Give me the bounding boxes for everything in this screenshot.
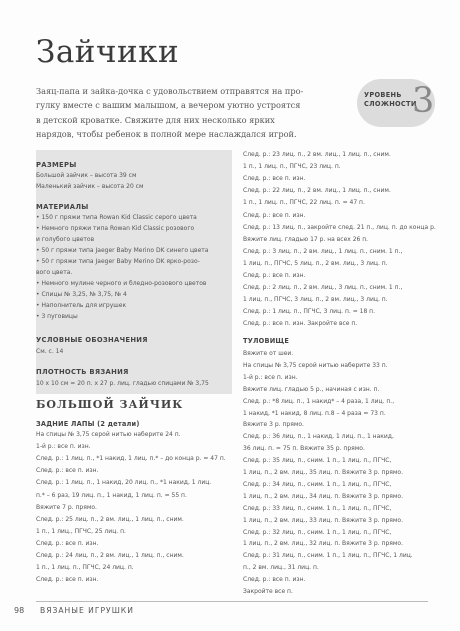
instruction-line: След. р.: все п. изн. xyxy=(36,576,99,584)
material-item: вого цвета. xyxy=(36,269,73,276)
info-sidebar xyxy=(36,150,232,394)
material-item: • 50 г пряжи типа Jaeger Baby Merino DK синего цвета xyxy=(36,247,209,254)
instruction-line: След. р.: все п. изн. xyxy=(36,467,99,475)
instruction-line: 1 накид, *1 накид, 8 лиц. п.8 – 4 раза = 73 п. xyxy=(243,409,386,417)
instruction-line: След. р.: 36 лиц. п., 1 накид, 1 лиц. п., 1 накид, xyxy=(243,433,394,441)
instruction-line: След. р.: 35 лиц. п., сним. 1 п., 1 лиц. п., ПГЧС, xyxy=(243,457,392,465)
conventions-heading: УСЛОВНЫЕ ОБОЗНАЧЕНИЯ xyxy=(36,336,148,344)
instruction-line: След. р.: 3 лиц. п., 2 вм. лиц., 1 лиц. п., сним. 1 п., xyxy=(243,247,403,255)
density-heading: ПЛОТНОСТЬ ВЯЗАНИЯ xyxy=(36,368,129,376)
instruction-line: Вяжите 7 р. прямо. xyxy=(36,503,97,511)
sizes-heading: РАЗМЕРЫ xyxy=(36,161,77,169)
footer-title: ВЯЗАНЫЕ ИГРУШКИ xyxy=(40,606,134,615)
instruction-line: След. р.: все п. изн. xyxy=(243,175,306,183)
instruction-line: Вяжите лиц. гладью 5 р., начиная с изн. п. xyxy=(243,385,380,393)
instruction-line: След. р.: *8 лиц. п., 1 накид* – 4 раза, 1 лиц. п., xyxy=(243,397,395,405)
material-item: • 50 г пряжи типа Jaeger Baby Merino DK ярко-розо- xyxy=(36,258,200,265)
size-item: Большой зайчик – высота 39 см xyxy=(36,172,137,179)
instruction-line: След. р.: 1 лиц. п., 1 накид, 20 лиц. п., *1 накид, 1 лиц. xyxy=(36,479,212,487)
instruction-line: 1-й р.: все п. изн. xyxy=(243,373,298,381)
intro-text xyxy=(36,84,354,141)
instruction-line: 1 лиц. п., 2 вм. лиц., 32 лиц. п. Вяжите 3 р. прямо. xyxy=(243,540,403,548)
instruction-line: След. р.: все п. изн. Закройте все п. xyxy=(243,320,358,328)
intro-line: нарядов, чтобы ребенок в полной мере наслаждался игрой. xyxy=(36,128,297,139)
material-item: • Немного пряжи типа Rowan Kid Classic розового xyxy=(36,225,195,232)
instruction-line: На спицы № 3,75 серой нитью наберите 33 п. xyxy=(243,361,388,369)
instruction-line: Закройте все п. xyxy=(243,588,293,595)
material-item: • Спицы № 3,25, № 3,75, № 4 xyxy=(36,291,127,298)
instruction-line: 1 п., 1 лиц. п., ПГЧС, 23 лиц. п. xyxy=(243,163,341,171)
intro-line: в детской кроватке. Свяжите для них несколько ярких xyxy=(36,114,275,125)
material-item: • Наполнитель для игрушек xyxy=(36,302,127,309)
instruction-line: След. р.: 1 лиц. п., *1 накид, 1 лиц. п.* – до конца р. = 47 п. xyxy=(36,455,226,463)
instruction-line: п.* – 6 раз, 19 лиц. п., 1 накид, 1 лиц. п. = 55 п. xyxy=(36,491,187,499)
instruction-line: След. р.: 31 лиц. п., сним. 1 п., 1 лиц. п., ПГЧС, 1 лиц. xyxy=(243,552,413,560)
instruction-line: След. р.: все п. изн. xyxy=(243,272,306,279)
page-title: Зайчики xyxy=(36,34,180,70)
instruction-line: 1 п., 1 лиц. п., ПГЧС, 24 лиц. п. xyxy=(36,564,134,572)
instruction-line: п., 2 вм. лиц., 31 лиц. п. xyxy=(243,564,319,572)
instruction-line: На спицы № 3,75 серой нитью наберите 24 п. xyxy=(36,431,181,438)
instruction-line: След. р.: 13 лиц. п., закройте след. 21 п., лиц. п. до конца р. xyxy=(243,223,436,231)
instruction-line: Вяжите 3 р. прямо. xyxy=(243,421,304,429)
instruction-line: След. р.: все п. изн. xyxy=(243,211,306,219)
instruction-line: След. р.: 2 лиц. п., 2 вм. лиц., 3 лиц. п., сним. 1 п., xyxy=(243,284,403,292)
difficulty-badge xyxy=(357,79,435,127)
footer-divider xyxy=(36,601,428,602)
difficulty-label-line: УРОВЕНЬ xyxy=(364,91,402,99)
intro-line: гулку вместе с вашим малышом, а вечером уютно устроятся xyxy=(36,100,301,111)
instruction-line: След. р.: все п. изн. xyxy=(243,576,306,584)
big-bunny-heading: БОЛЬШОЙ ЗАЙЧИК xyxy=(36,398,184,411)
difficulty-label-line: СЛОЖНОСТИ xyxy=(364,100,417,108)
material-item: • 3 пуговицы xyxy=(36,313,78,320)
instruction-line: След. р.: 25 лиц. п., 2 вм. лиц., 1 лиц. п., сним. xyxy=(36,515,184,523)
instruction-line: Вяжите лиц. гладью 17 р. на всех 26 п. xyxy=(243,235,369,243)
materials-heading: МАТЕРИАЛЫ xyxy=(36,203,89,211)
conventions-text: См. с. 14 xyxy=(36,348,64,355)
material-item: • 150 г пряжи типа Rowan Kid Classic серого цвета xyxy=(36,214,197,221)
instruction-line: След. р.: 32 лиц. п., сним. 1 п., 1 лиц. п., ПГЧС, xyxy=(243,528,392,536)
instruction-line: След. р.: 22 лиц. п., 2 вм. лиц., 1 лиц. п., сним. xyxy=(243,187,391,195)
instruction-line: След. р.: 24 лиц. п., 2 вм. лиц., 1 лиц. п., сним. xyxy=(36,552,184,559)
instruction-line: 1-й р.: все п. изн. xyxy=(36,443,91,451)
instruction-line: След. р.: 33 лиц. п., сним. 1 п., 1 лиц. п., ПГЧС, xyxy=(243,504,392,512)
instruction-line: След. р.: 23 лиц. п., 2 вм. лиц., 1 лиц. п., сним. xyxy=(243,151,391,158)
instruction-line: 1 лиц. п., ПГЧС, 3 лиц. п., 2 вм. лиц., 3 лиц. п. xyxy=(243,296,388,304)
material-item: • Немного мулине черного и бледно-розового цветов xyxy=(36,280,207,287)
instruction-line: 1 п., 1 лиц., ПГЧС, 25 лиц. п. xyxy=(36,527,126,535)
instruction-line: 1 лиц. п., 2 вм. лиц., 33 лиц. п. Вяжите 3 р. прямо. xyxy=(243,516,403,524)
instruction-line: 1 лиц. п., 2 вм. лиц., 35 лиц. п. Вяжите 3 р. прямо. xyxy=(243,469,403,476)
instruction-line: 1 лиц. п., ПГЧС, 5 лиц. п., 2 вм. лиц., 3 лиц. п. xyxy=(243,259,388,267)
instruction-line: След. р.: 34 лиц. п., сним. 1 п., 1 лиц. п., ПГЧС, xyxy=(243,480,392,488)
instruction-line: След. р.: 1 лиц. п., ПГЧС, 3 лиц. п. = 18 п. xyxy=(243,308,376,316)
page-number: 98 xyxy=(14,606,25,615)
body-heading: ТУЛОВИЩЕ xyxy=(243,337,290,345)
instruction-line: 36 лиц. п. = 75 п. Вяжите 35 р. прямо. xyxy=(243,445,365,453)
difficulty-label xyxy=(364,91,417,109)
density-text: 10 x 10 см = 20 п. х 27 р. лиц. гладью спицами № 3,75 xyxy=(36,380,209,387)
difficulty-number: 3 xyxy=(412,81,435,121)
instruction-line: 1 лиц. п., 2 вм. лиц., 34 лиц. п. Вяжите 3 р. прямо. xyxy=(243,492,403,500)
instruction-line: Вяжите от шеи. xyxy=(243,350,294,357)
material-item: и голубого цветов xyxy=(36,236,95,243)
intro-line: Заяц-папа и зайка-дочка с удовольствием отправятся на про- xyxy=(36,86,304,96)
hind-legs-heading: ЗАДНИЕ ЛАПЫ (2 детали) xyxy=(36,420,140,428)
instruction-line: 1 п., 1 лиц. п., ПГЧС, 22 лиц. п. = 47 п. xyxy=(243,199,365,207)
instruction-line: След. р.: все п. изн. xyxy=(36,539,99,547)
size-item: Маленький зайчик – высота 20 см xyxy=(36,183,144,190)
